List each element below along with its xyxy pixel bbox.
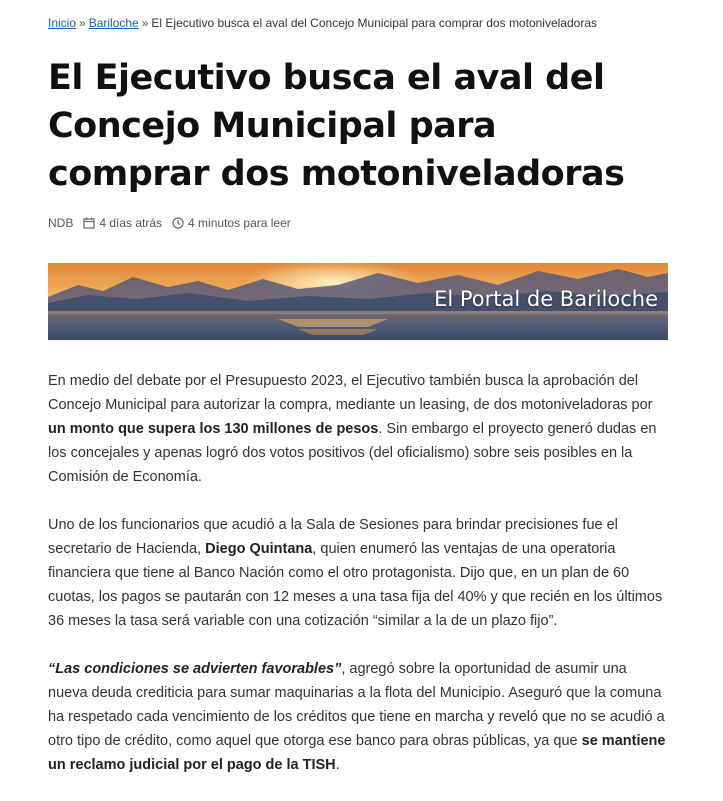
- breadcrumb: [48, 16, 597, 30]
- highlight-quote: “Las condiciones se advierten favorables”: [48, 661, 342, 677]
- author-link[interactable]: NDB: [48, 216, 74, 230]
- read-time-meta: [172, 216, 291, 230]
- breadcrumb-separator: »: [141, 16, 149, 30]
- article-paragraph: [48, 657, 668, 777]
- paragraph-text: Uno de los funcionarios que acudió a la Sala de Sesiones para brindar precisiones fue el secretario de Hacienda,: [48, 517, 618, 557]
- breadcrumb-separator: »: [79, 16, 86, 30]
- breadcrumb-current: El Ejecutivo busca el aval del Concejo Municipal para comprar dos motoniveladoras: [151, 16, 597, 30]
- paragraph-text: , agregó sobre la oportunidad de asumir una nueva deuda crediticia para sumar maquinarias a la flota del Municipio. Aseguró que la comuna ha respetado cada vencimiento de los créditos que tiene en marcha y reveló que no se acudió a otro tipo de crédito, como aquel que otorga ese banco para obras públicas, ya que: [48, 661, 665, 749]
- paragraph-text: En medio del debate por el Presupuesto 2023, el Ejecutivo también busca la aprobación del Concejo Municipal para autorizar la compra, mediante un leasing, de dos motoniveladoras por: [48, 373, 653, 413]
- highlight-claim: se mantiene un reclamo judicial por el pago de la TISH: [48, 733, 666, 773]
- article-paragraph: [48, 513, 668, 633]
- portal-banner-image: [48, 263, 668, 340]
- clock-icon: [172, 217, 184, 229]
- paragraph-text: . Sin embargo el proyecto generó dudas en los concejales y apenas logró dos votos positivos (del oficialismo) sobre seis posibles en la Comisión de Economía.: [48, 421, 657, 485]
- article-paragraph: [48, 369, 668, 489]
- read-time-text: 4 minutos para leer: [188, 216, 291, 230]
- breadcrumb-home-link[interactable]: Inicio: [48, 16, 77, 30]
- article-meta: [48, 216, 301, 230]
- paragraph-text: , quien enumeró las ventajas de una operatoria financiera que tiene al Banco Nación como el otro protagonista. Dijo que, en un plan de 60 cuotas, los pagos se pautarán con 12 meses a una tasa fija del 40% y que recién en los últimos 36 meses la tasa será variable con una cotización “similar a la de un plazo fijo”.: [48, 541, 663, 629]
- date-meta: [83, 216, 162, 230]
- article-body: [48, 369, 668, 801]
- article-title: El Ejecutivo busca el aval del Concejo Municipal para comprar dos motoniveladoras: [48, 58, 625, 194]
- highlight-name: Diego Quintana: [205, 541, 313, 557]
- date-text: 4 días atrás: [99, 216, 163, 230]
- breadcrumb-section-link[interactable]: Bariloche: [88, 16, 139, 30]
- highlight-amount: un monto que supera los 130 millones de pesos: [48, 421, 379, 437]
- calendar-icon: [83, 217, 95, 229]
- paragraph-text: .: [335, 757, 340, 773]
- banner-brand-text: El Portal de Bariloche: [434, 287, 658, 311]
